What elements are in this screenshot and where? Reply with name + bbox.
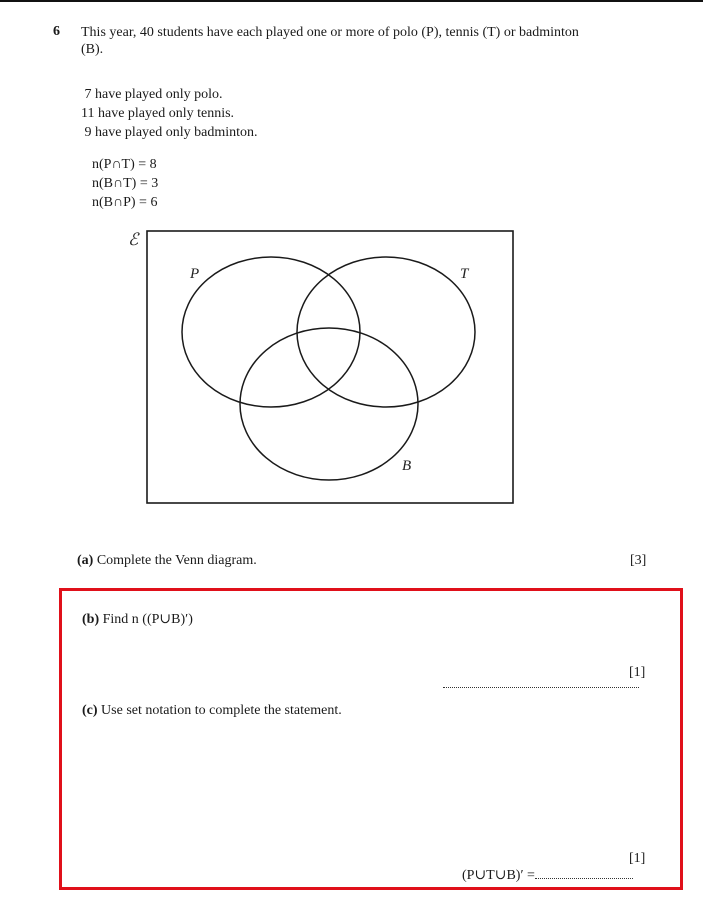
part-b-marks: [1] xyxy=(629,665,646,680)
venn-diagram xyxy=(120,220,520,510)
part-c-label: (c) xyxy=(82,703,98,718)
part-a-marks: [3] xyxy=(630,553,647,568)
label-t: T xyxy=(460,266,469,282)
card-b-and-p: n(B∩P) = 6 xyxy=(92,195,158,210)
part-b xyxy=(82,611,193,628)
question-stem: This year, 40 students have each played one or more of polo (P), tennis (T) or badminton (B). xyxy=(81,25,579,57)
label-p: P xyxy=(190,266,200,282)
card-p-and-t: n(P∩T) = 8 xyxy=(92,157,157,172)
part-c-answer-line[interactable] xyxy=(535,878,633,879)
top-rule xyxy=(0,0,703,2)
part-c-statement-row xyxy=(448,851,633,900)
fact-only-badminton: 9 have played only badminton. xyxy=(81,125,258,140)
facts-list xyxy=(81,85,258,142)
universal-set-rectangle xyxy=(147,231,513,503)
circle-p xyxy=(182,257,360,407)
part-a-text: Complete the Venn diagram. xyxy=(96,553,257,568)
question-number: 6 xyxy=(53,24,60,39)
part-a xyxy=(77,553,257,569)
circle-b xyxy=(240,328,418,480)
cardinalities-list xyxy=(92,155,158,212)
part-c xyxy=(82,703,342,719)
circle-t xyxy=(297,257,475,407)
universal-set-symbol: ℰ xyxy=(128,230,139,249)
answer-box xyxy=(59,588,683,890)
card-b-and-t: n(B∩T) = 3 xyxy=(92,176,159,191)
part-c-text: Use set notation to complete the statement. xyxy=(101,703,342,718)
part-c-statement: (P∪T∪B)′ = xyxy=(462,868,535,883)
part-b-label: (b) xyxy=(82,612,100,627)
label-b: B xyxy=(402,458,412,474)
part-c-marks: [1] xyxy=(629,851,646,866)
part-b-text: Find n ((P∪B)′) xyxy=(102,612,193,627)
part-b-answer-line[interactable] xyxy=(429,661,639,709)
fact-only-tennis: 11 have played only tennis. xyxy=(81,106,235,121)
fact-only-polo: 7 have played only polo. xyxy=(81,87,223,102)
part-a-label: (a) xyxy=(77,553,94,568)
